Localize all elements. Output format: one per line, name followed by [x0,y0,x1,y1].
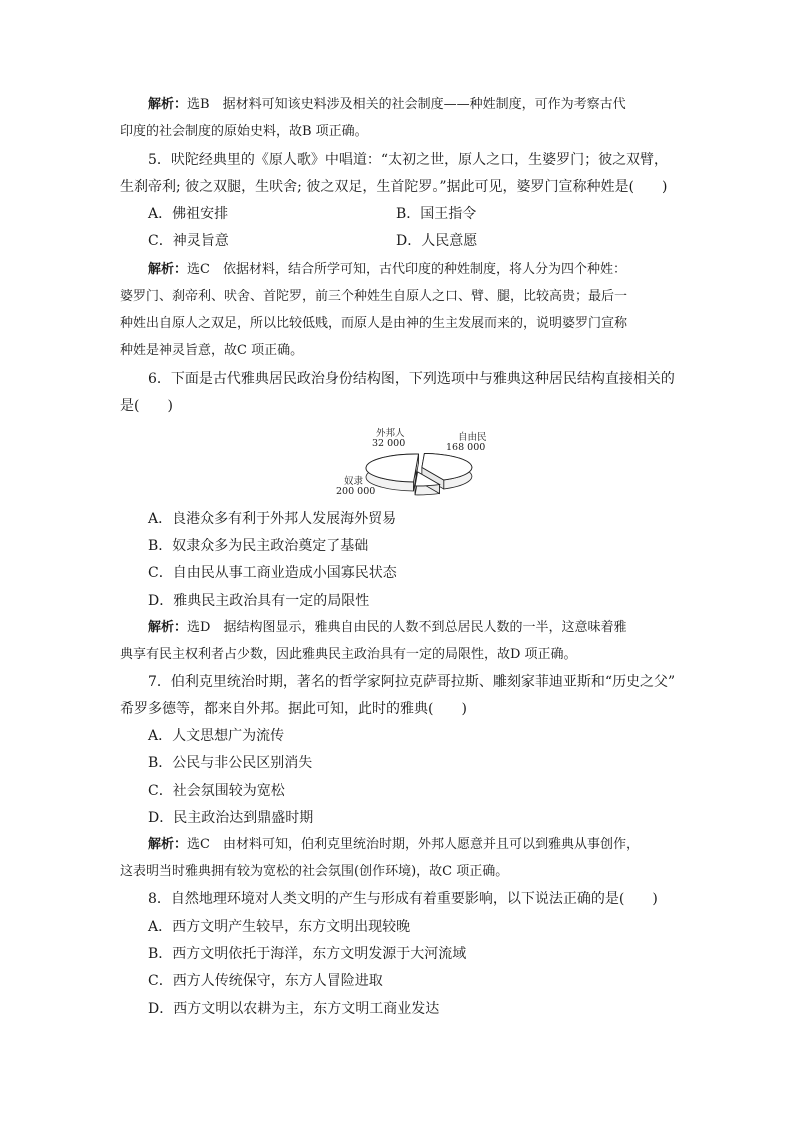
question-6-stem-line-1: 6．下面是古代雅典居民政治身份结构图，下列选项中与雅典这种居民结构直接相关的 [148,371,675,387]
analysis-text: 选C 由材料可知，伯利克里统治时期，外邦人愿意并且可以到雅典从事创作， [187,837,639,852]
analysis-q7-line-1 [148,832,708,858]
analysis-label: 解析： [148,262,188,277]
question-6-option-b: B．奴隶众多为民主政治奠定了基础 [148,538,369,554]
question-6-stem-line-2: 是( ) [120,398,173,414]
question-7-option-b: B．公民与非公民区别消失 [148,755,313,771]
population-pie-chart [330,420,500,504]
analysis-label: 解析： [148,837,188,852]
pie-slices [366,453,472,495]
analysis-text: 选B 据材料可知该史料涉及相关的社会制度——种姓制度，可作为考察古代 [187,97,626,112]
analysis-q6-line-1 [148,615,708,641]
question-7-option-d: D．民主政治达到鼎盛时期 [148,810,314,826]
question-7-option-a: A．人文思想广为流传 [148,728,285,744]
question-5-stem-line-2: 生刹帝利; 彼之双腿，生吠舍; 彼之双足，生首陀罗。”据此可见，婆罗门宣称种姓是( ) [120,179,668,195]
chart-label-foreigners: 外邦人 [376,428,405,439]
analysis-q4-line-1 [148,92,708,118]
question-8-stem-line-1: 8．自然地理环境对人类文明的产生与形成有着重要影响，以下说法正确的是( ) [148,891,658,907]
analysis-q5-line-3: 种姓出自原人之双足，所以比较低贱，而原人是由神的生主发展而来的，说明婆罗门宣称 [120,316,628,331]
question-5-option-d: D．人民意愿 [396,233,478,249]
analysis-q5-line-2: 婆罗门、刹帝利、吠舍、首陀罗，前三个种姓生自原人之口、臂、腿，比较高贵；最后一 [120,289,628,304]
question-7-option-c: C．社会氛围较为宽松 [148,783,285,799]
chart-label-slaves: 奴隶 [344,476,364,487]
analysis-q5-line-1 [148,257,708,283]
analysis-label: 解析： [148,97,188,112]
question-7-stem-line-2: 希罗多德等，都来自外邦。据此可知，此时的雅典( ) [120,701,467,717]
question-8-option-b: B．西方文明依托于海洋，东方文明发源于大河流域 [148,946,467,962]
chart-value-slaves: 200 000 [336,486,376,497]
analysis-text: 选D 据结构图显示，雅典自由民的人数不到总居民人数的一半，这意味着雅 [187,620,627,635]
question-5-option-b: B．国王指令 [396,206,477,222]
question-8-option-d: D．西方文明以农耕为主，东方文明工商业发达 [148,1001,440,1017]
question-5-option-c: C．神灵旨意 [148,233,229,249]
analysis-q6-line-2: 典享有民主权利者占少数，因此雅典民主政治具有一定的局限性，故D 项正确。 [120,647,577,662]
analysis-q7-line-2: 这表明当时雅典拥有较为宽松的社会氛围(创作环境)，故C 项正确。 [120,864,509,879]
question-5-option-a: A．佛祖安排 [148,206,229,222]
analysis-text: 选C 依据材料，结合所学可知，古代印度的种姓制度，将人分为四个种姓： [187,262,626,277]
chart-value-freemen: 168 000 [446,442,486,453]
question-6-option-c: C．自由民从事工商业造成小国寡民状态 [148,565,397,581]
question-8-option-c: C．西方人传统保守，东方人冒险进取 [148,973,383,989]
question-6-option-d: D．雅典民主政治具有一定的局限性 [148,593,370,609]
chart-value-foreigners: 32 000 [372,438,406,449]
question-5-stem-line-1: 5．吠陀经典里的《原人歌》中唱道：“太初之世，原人之口，生婆罗门；彼之双臂， [148,152,669,168]
analysis-q4-line-2: 印度的社会制度的原始史料，故B 项正确。 [120,124,368,139]
analysis-q5-line-4: 种姓是神灵旨意，故C 项正确。 [120,343,304,358]
question-6-option-a: A．良港众多有利于外邦人发展海外贸易 [148,511,397,527]
analysis-label: 解析： [148,620,188,635]
question-7-stem-line-1: 7．伯利克里统治时期，著名的哲学家阿拉克萨哥拉斯、雕刻家菲迪亚斯和“历史之父” [148,674,676,690]
chart-label-freemen: 自由民 [458,432,487,443]
question-8-option-a: A．西方文明产生较早，东方文明出现较晚 [148,919,411,935]
